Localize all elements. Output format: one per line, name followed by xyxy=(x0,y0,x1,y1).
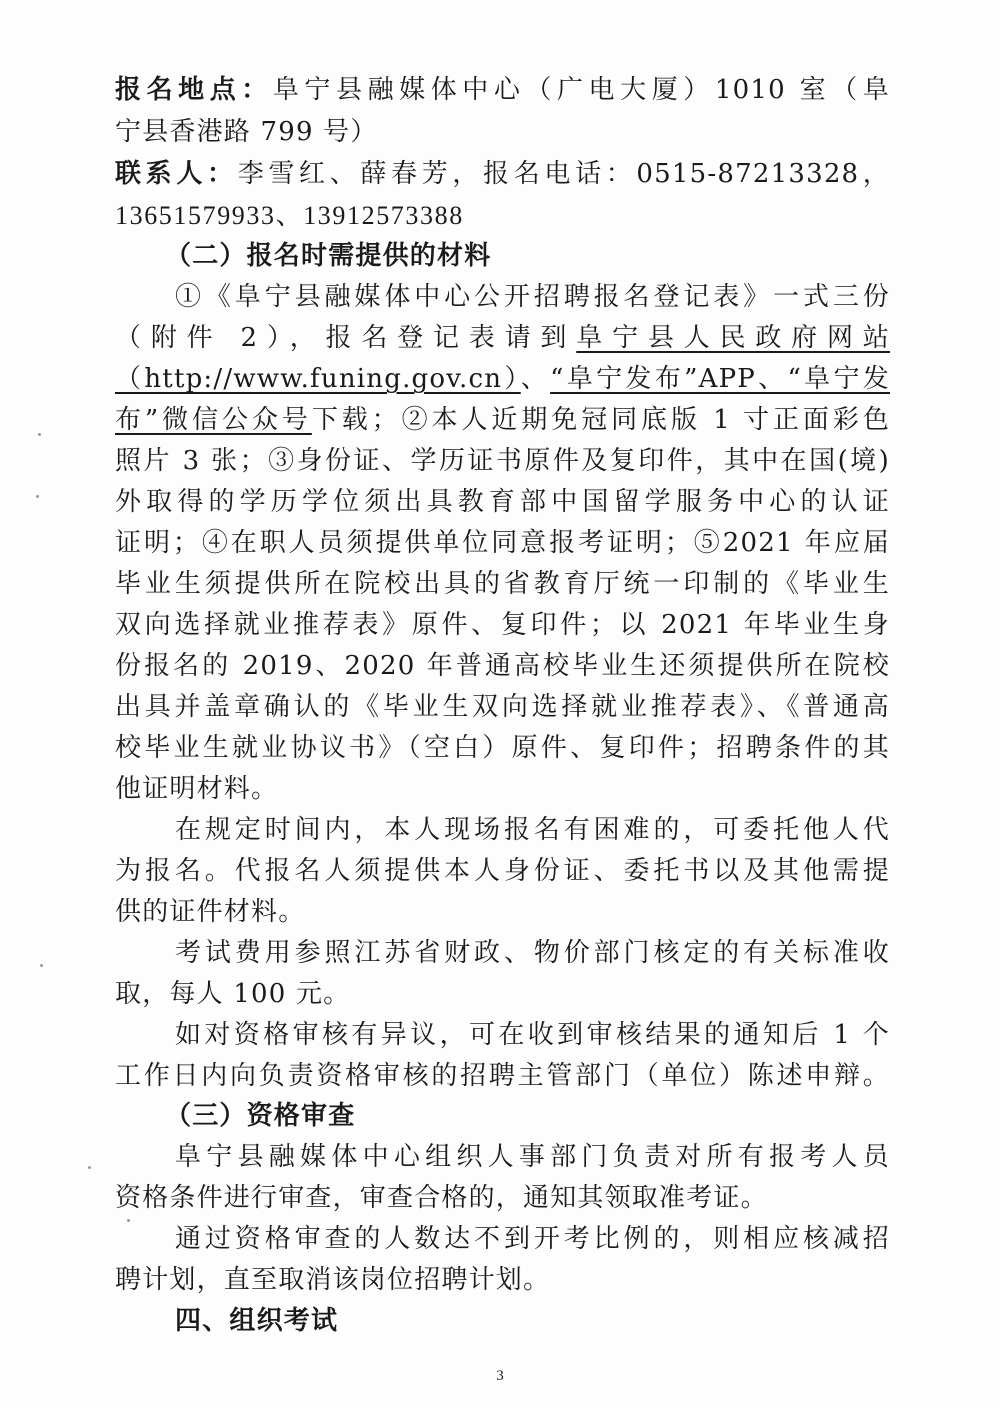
section3-p2-line2: 聘计划，直至取消该岗位招聘计划。 xyxy=(115,1265,551,1295)
section2-line8: 毕业生须提供所在院校出具的省教育厅统一印制的《毕业生 xyxy=(115,569,890,599)
section2-line13: 他证明材料。 xyxy=(115,774,279,804)
section2-line1: ①《阜宁县融媒体中心公开招聘报名登记表》一式三份 xyxy=(175,282,890,312)
contact-line2: 13651579933、13912573388 xyxy=(115,201,464,230)
scan-speck xyxy=(88,1166,91,1169)
contact-label: 联系人： xyxy=(115,159,238,189)
scan-speck xyxy=(40,964,43,967)
section2-line5: 照片 3 张；③身份证、学历证书原件及复印件，其中在国(境) xyxy=(115,446,890,476)
proxy-line3: 供的证件材料。 xyxy=(115,897,306,927)
contact-line1 xyxy=(115,154,890,194)
contact-text: 李雪红、薛春芳，报名电话：0515-87213328， xyxy=(237,159,890,189)
proxy-line2: 为报名。代报名人须提供本人身份证、委托书以及其他需提 xyxy=(115,856,890,886)
section2-line2-text: （附件 2），报名登记表请到 xyxy=(115,323,577,353)
funing-fabu-app-link[interactable]: “阜宁发布”APP、“阜宁发 xyxy=(550,364,891,394)
section3-heading: （三）资格审查 xyxy=(165,1101,356,1131)
section2-line9: 双向选择就业推荐表》原件、复印件；以 2021 年毕业生身 xyxy=(115,610,890,640)
section3-p2-line1: 通过资格审查的人数达不到开考比例的，则相应核减招 xyxy=(175,1224,890,1254)
section2-line10: 份报名的 2019、2020 年普通高校毕业生还须提供所在院校 xyxy=(115,651,890,681)
signup-location-line2: 宁县香港路 799 号） xyxy=(115,117,378,147)
proxy-line1: 在规定时间内，本人现场报名有困难的，可委托他人代 xyxy=(175,815,890,845)
section2-line11: 出具并盖章确认的《毕业生双向选择就业推荐表》、《普通高 xyxy=(115,692,890,722)
fee-line2: 取，每人 100 元。 xyxy=(115,979,351,1009)
funing-gov-url-link[interactable]: （http://www.funing.gov.cn） xyxy=(115,364,521,394)
objection-line2: 工作日内向负责资格审核的招聘主管部门（单位）陈述申辩。 xyxy=(115,1061,890,1091)
signup-location-label: 报名地点： xyxy=(115,75,273,105)
section3-p1-line2: 资格条件进行审查，审查合格的，通知其领取准考证。 xyxy=(115,1183,768,1213)
scan-speck xyxy=(127,1219,130,1222)
section3-p1-line1: 阜宁县融媒体中心组织人事部门负责对所有报考人员 xyxy=(175,1142,890,1172)
section2-line6: 外取得的学历学位须出具教育部中国留学服务中心的认证 xyxy=(115,487,890,517)
section2-line2 xyxy=(115,318,890,358)
section2-line4-text: 下载；②本人近期免冠同底版 1 寸正面彩色 xyxy=(311,405,890,435)
objection-line1: 如对资格审核有异议，可在收到审核结果的通知后 1 个 xyxy=(175,1020,890,1050)
scan-speck xyxy=(38,433,41,436)
signup-location-line1 xyxy=(115,70,890,110)
section2-line7: 证明；④在职人员须提供单位同意报考证明；⑤2021 年应届 xyxy=(115,528,890,558)
funing-fabu-wechat-link[interactable]: 布”微信公众号 xyxy=(115,405,312,435)
section2-line3 xyxy=(115,359,890,399)
section2-line3-sep: 、 xyxy=(520,364,551,394)
signup-location-text: 阜宁县融媒体中心（广电大厦）1010 室（阜 xyxy=(272,75,890,105)
section2-line4 xyxy=(115,400,890,440)
scan-speck xyxy=(36,495,39,498)
section4-heading: 四、组织考试 xyxy=(175,1306,339,1336)
section2-line12: 校毕业生就业协议书》（空白）原件、复印件；招聘条件的其 xyxy=(115,733,890,763)
funing-gov-website-link[interactable]: 阜宁县人民政府网站 xyxy=(576,323,890,353)
fee-line1: 考试费用参照江苏省财政、物价部门核定的有关标准收 xyxy=(175,938,890,968)
section2-heading: （二）报名时需提供的材料 xyxy=(165,241,492,271)
page-number: 3 xyxy=(496,1368,504,1384)
